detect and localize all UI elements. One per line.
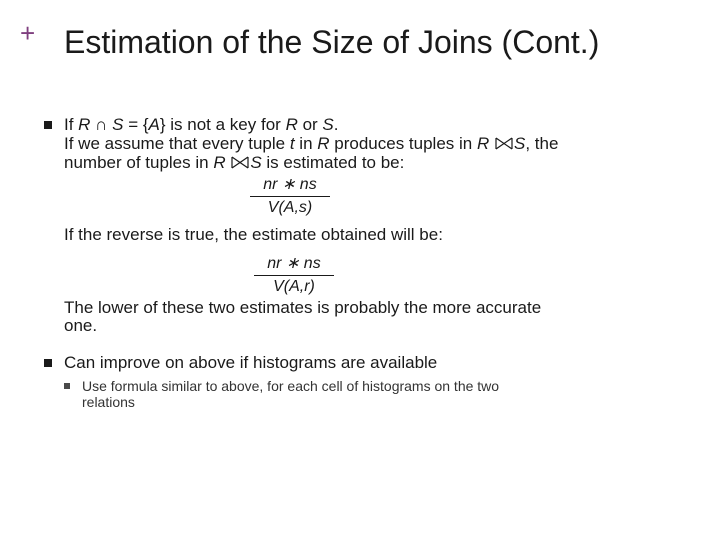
formula-2	[254, 253, 334, 296]
reverse-text: If the reverse is true, the estimate obtained will be:	[64, 225, 443, 244]
formula-1	[250, 174, 330, 217]
bullet-1-line-1: If R ∩ S = {A} is not a key for R or S.	[64, 115, 339, 134]
bullet-icon	[44, 121, 52, 129]
bullet-1-line-2: If we assume that every tuple t in R produces tuples in R S, the	[64, 134, 559, 153]
lower-estimate-line-1: The lower of these two estimates is probably the more accurate	[64, 298, 542, 317]
sub-bullet-icon	[64, 383, 70, 389]
formula-1-numerator: nr ∗ ns	[250, 174, 330, 197]
bullet-icon	[44, 359, 52, 367]
bullet-2-text: Can improve on above if histograms are available	[64, 353, 438, 372]
slide-title: Estimation of the Size of Joins (Cont.)	[64, 24, 600, 60]
bullet-1-line-3: number of tuples in R S is estimated to be:	[64, 153, 405, 172]
natural-join-icon	[231, 156, 249, 169]
sub-bullet-line-1: Use formula similar to above, for each cell of histograms on the two	[82, 378, 500, 394]
formula-2-numerator: nr ∗ ns	[254, 253, 334, 276]
lower-estimate-line-2: one.	[64, 316, 98, 335]
sub-bullet-line-2: relations	[82, 394, 135, 410]
formula-1-denominator: V(A,s)	[267, 199, 313, 216]
plus-icon: +	[20, 18, 36, 48]
natural-join-icon	[495, 137, 513, 150]
formula-2-denominator: V(A,r)	[273, 278, 315, 295]
